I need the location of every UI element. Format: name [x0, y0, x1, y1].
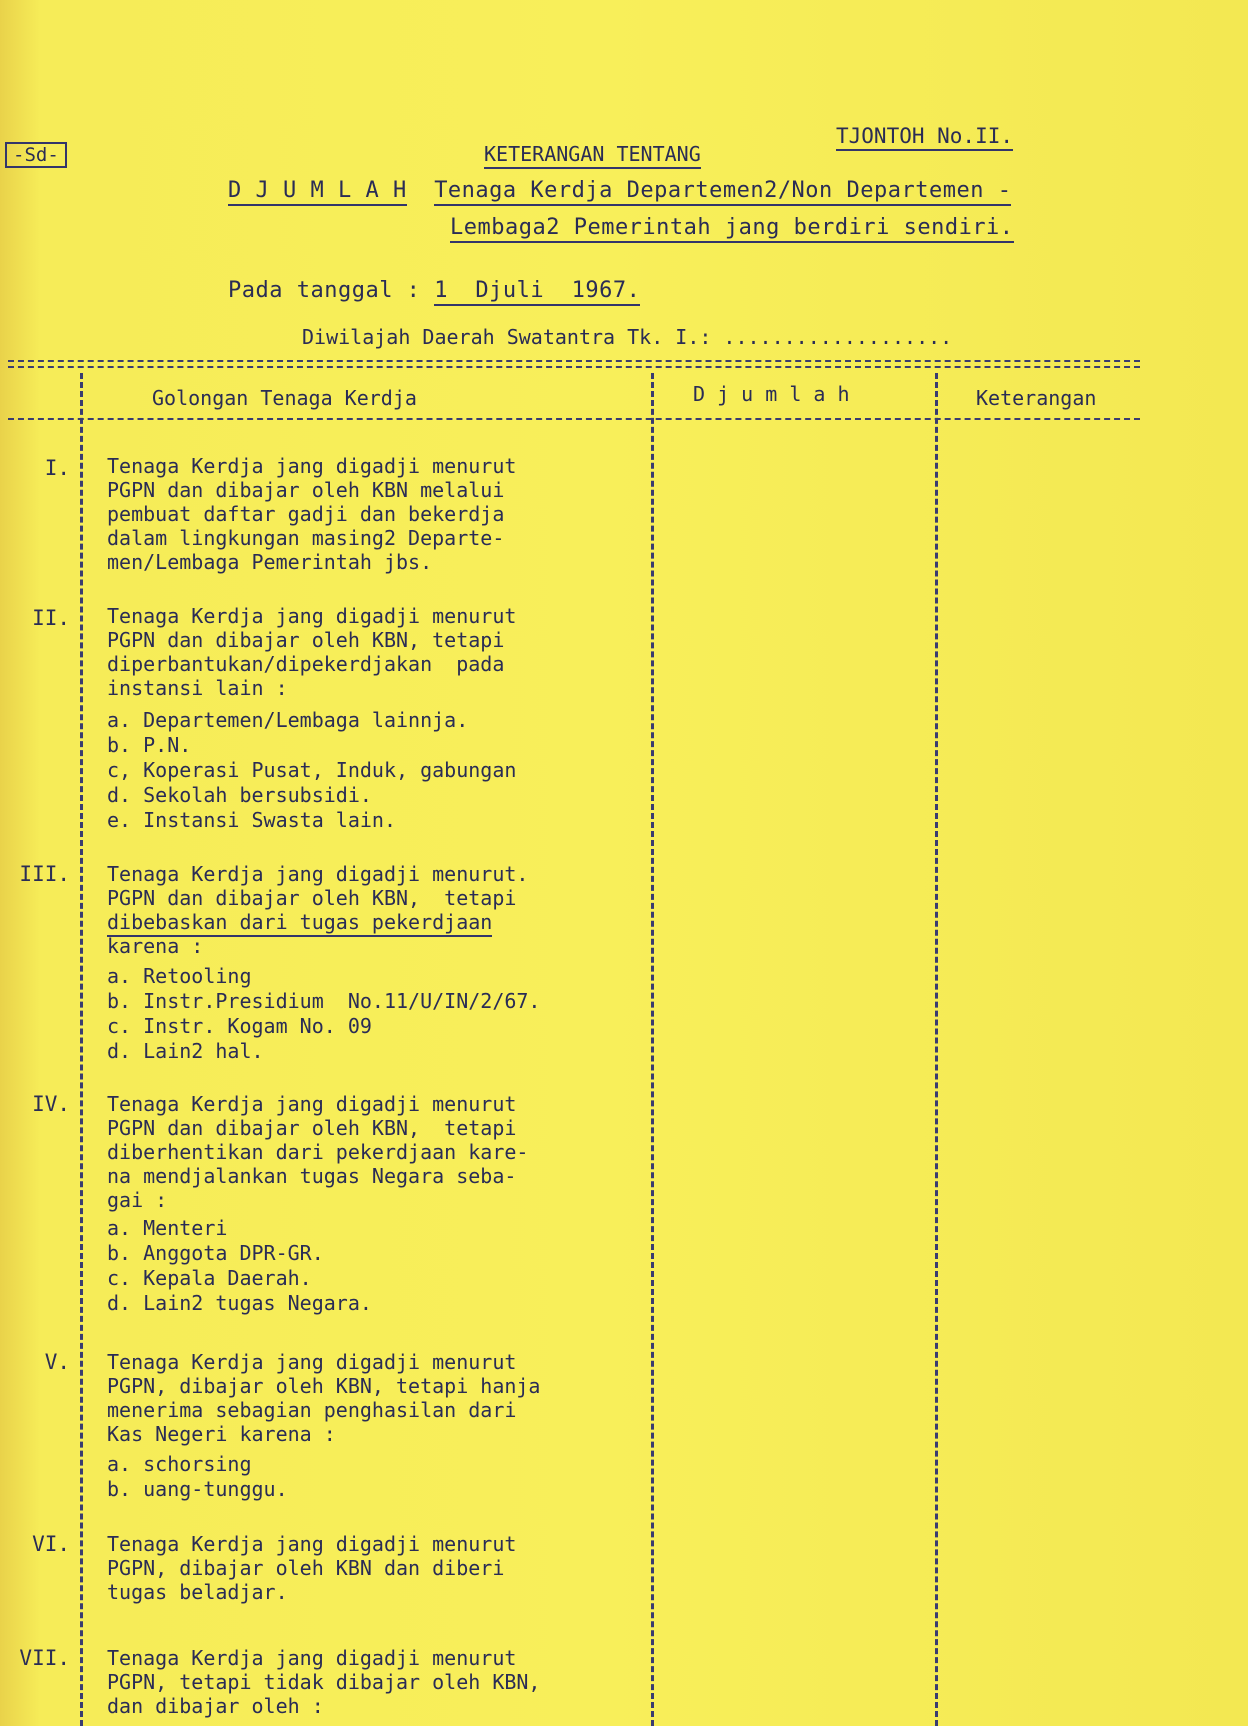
region-line: Diwilajah Daerah Swatantra Tk. I.: ...................	[302, 325, 953, 349]
row-number-vii: VII.	[19, 1646, 70, 1670]
title-line-2: D J U M L A H Tenaga Kerdja Departemen2/Non Departemen -	[228, 178, 1011, 203]
title-line-1: KETERANGAN TENTANG	[484, 142, 701, 166]
column-divider-djumlah	[935, 373, 938, 1726]
date-line: Pada tanggal : 1 Djuli 1967.	[228, 278, 640, 303]
table-row-iii: Tenaga Kerdja jang digadji menurut. PGPN dan dibajar oleh KBN, tetapi dibebaskan dari tugas pekerdjaan karena : a. Retooling b. Instr.Presidium No.11/U/IN/2/67. c. Instr. Kogam No. 09 d. Lain2 hal.	[107, 862, 541, 1063]
table-row-i: Tenaga Kerdja jang digadji menurut PGPN dan dibajar oleh KBN melalui pembuat daftar gadji dan bekerdja dalam lingkungan masing2 Departe- men/Lembaga Pemerintah jbs.	[107, 454, 517, 574]
column-divider-number	[80, 373, 83, 1726]
row-number-v: V.	[44, 1350, 70, 1374]
table-row-v: Tenaga Kerdja jang digadji menurut PGPN, dibajar oleh KBN, tetapi hanja menerima sebagian penghasilan dari Kas Negeri karena : a. schorsing b. uang-tunggu.	[107, 1350, 541, 1501]
row-number-iv: IV.	[32, 1092, 70, 1116]
row-number-iii: III.	[19, 862, 70, 886]
document-code: -Sd-	[5, 142, 67, 168]
table-row-ii: Tenaga Kerdja jang digadji menurut PGPN dan dibajar oleh KBN, tetapi diperbantukan/dipekerdjakan pada instansi lain : a. Departemen/Lembaga lainnja. b. P.N. c, Koperasi Pusat, Induk, gabungan d. Sekolah bersubsidi. e. Instansi Swasta lain.	[107, 604, 517, 832]
column-header-golongan: Golongan Tenaga Kerdja	[152, 386, 417, 410]
table-row-iv: Tenaga Kerdja jang digadji menurut PGPN dan dibajar oleh KBN, tetapi diberhentikan dari pekerdjaan kare- na mendjalankan tugas Negara seba- gai : a. Menteri b. Anggota DPR-GR. c. Kepala Daerah. d. Lain2 tugas Negara.	[107, 1092, 529, 1315]
column-header-djumlah: D j u m l a h	[693, 382, 850, 406]
table-row-vi: Tenaga Kerdja jang digadji menurut PGPN, dibajar oleh KBN dan diberi tugas beladjar.	[107, 1532, 517, 1604]
row-number-ii: II.	[32, 606, 70, 630]
example-number: TJONTOH No.II.	[836, 124, 1013, 148]
table-header-rule	[8, 418, 1140, 420]
row-number-vi: VI.	[32, 1532, 70, 1556]
table-top-rule	[8, 360, 1140, 368]
table-row-vii: Tenaga Kerdja jang digadji menurut PGPN, tetapi tidak dibajar oleh KBN, dan dibajar oleh :	[107, 1646, 541, 1718]
title-line-3: Lembaga2 Pemerintah jang berdiri sendiri.	[450, 215, 1014, 240]
row-number-i: I.	[44, 456, 70, 480]
column-header-keterangan: Keterangan	[976, 386, 1097, 410]
column-divider-golongan	[651, 373, 654, 1726]
